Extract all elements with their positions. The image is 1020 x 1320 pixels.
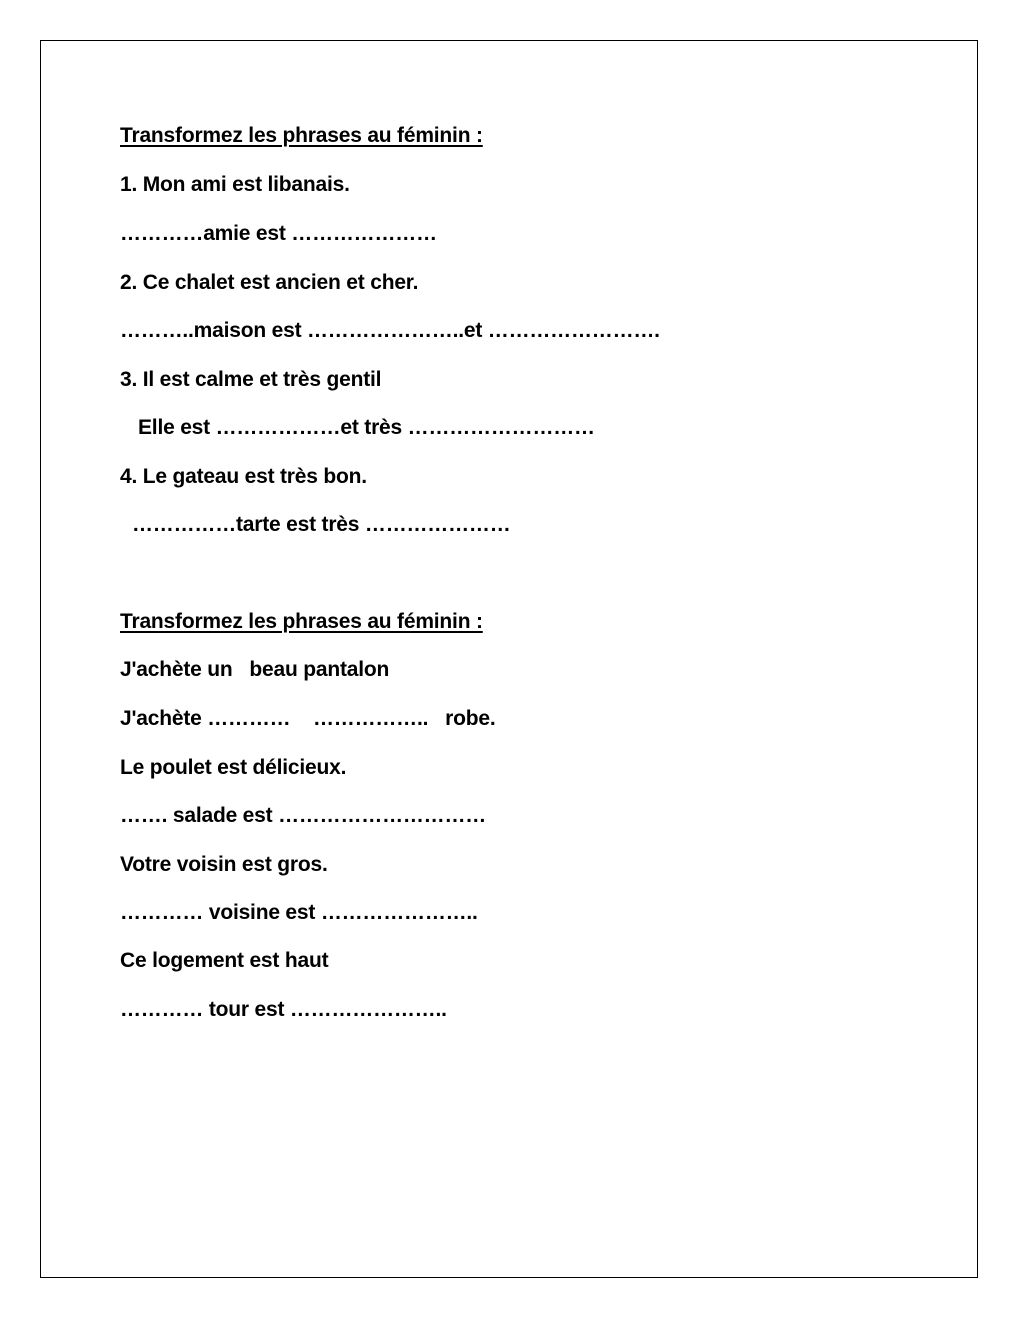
exercise-4-answer: ……………tarte est très …………………: [132, 513, 511, 536]
sentence-poulet: Le poulet est délicieux.: [120, 756, 347, 779]
exercise-2-answer: ………..maison est …………………..et …………………….: [120, 319, 660, 342]
answer-voisine: ………… voisine est …………………..: [120, 901, 478, 924]
exercise-4-sentence: 4. Le gateau est très bon.: [120, 465, 367, 488]
sentence-logement: Ce logement est haut: [120, 949, 329, 972]
exercise-1-sentence: 1. Mon ami est libanais.: [120, 173, 350, 196]
sentence-pantalon: J'achète un beau pantalon: [120, 658, 390, 681]
answer-tour: ………… tour est …………………..: [120, 998, 447, 1021]
section1-heading: Transformez les phrases au féminin :: [120, 124, 483, 147]
answer-salade: ……. salade est …………………………: [120, 804, 487, 827]
exercise-2-sentence: 2. Ce chalet est ancien et cher.: [120, 271, 419, 294]
exercise-3-sentence: 3. Il est calme et très gentil: [120, 368, 382, 391]
sentence-voisin: Votre voisin est gros.: [120, 853, 328, 876]
answer-robe: J'achète ………… …………….. robe.: [120, 707, 496, 730]
exercise-1-answer: …………amie est …………………: [120, 222, 437, 245]
exercise-3-answer: Elle est ………………et très ………………………: [138, 416, 595, 439]
section2-heading: Transformez les phrases au féminin :: [120, 610, 483, 633]
